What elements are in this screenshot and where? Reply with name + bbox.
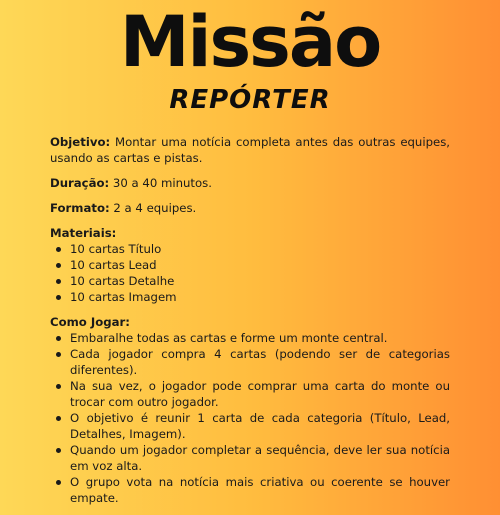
duracao-label: Duração: xyxy=(50,176,110,190)
list-item: 10 cartas Título xyxy=(70,241,450,257)
duracao-text: 30 a 40 minutos. xyxy=(112,176,212,190)
duracao-section xyxy=(50,175,450,191)
rules-content xyxy=(50,134,450,515)
page-subtitle: REPÓRTER xyxy=(169,85,331,115)
materiais-label: Materiais: xyxy=(50,226,117,240)
list-item: 10 cartas Detalhe xyxy=(70,273,450,289)
list-item: O grupo vota na notícia mais criativa ou coerente se houver empate. xyxy=(70,475,450,505)
formato-text: 2 a 4 equipes. xyxy=(113,201,197,215)
objetivo-label: Objetivo: xyxy=(50,135,111,149)
list-item: Embaralhe todas as cartas e forme um monte central. xyxy=(70,330,450,346)
list-item: O objetivo é reunir 1 carta de cada categoria (Título, Lead, Detalhes, Imagem). xyxy=(70,411,450,441)
objetivo-text: Montar uma notícia completa antes das outras equipes, usando as cartas e pistas. xyxy=(50,135,450,165)
page-title: Missão xyxy=(119,1,381,83)
materiais-list xyxy=(50,241,450,305)
list-item: Quando um jogador completar a sequência, deve ler sua notícia em voz alta. xyxy=(70,443,450,473)
formato-section xyxy=(50,200,450,216)
objetivo-section xyxy=(50,134,450,166)
list-item: Na sua vez, o jogador pode comprar uma carta do monte ou trocar com outro jogador. xyxy=(70,379,450,409)
list-item: 10 cartas Lead xyxy=(70,257,450,273)
formato-label: Formato: xyxy=(50,201,110,215)
list-item: Cada jogador compra 4 cartas (podendo ser de categorias diferentes). xyxy=(70,347,450,377)
como-jogar-list xyxy=(50,330,450,506)
como-jogar-label: Como Jogar: xyxy=(50,315,130,329)
list-item: 10 cartas Imagem xyxy=(70,289,450,305)
